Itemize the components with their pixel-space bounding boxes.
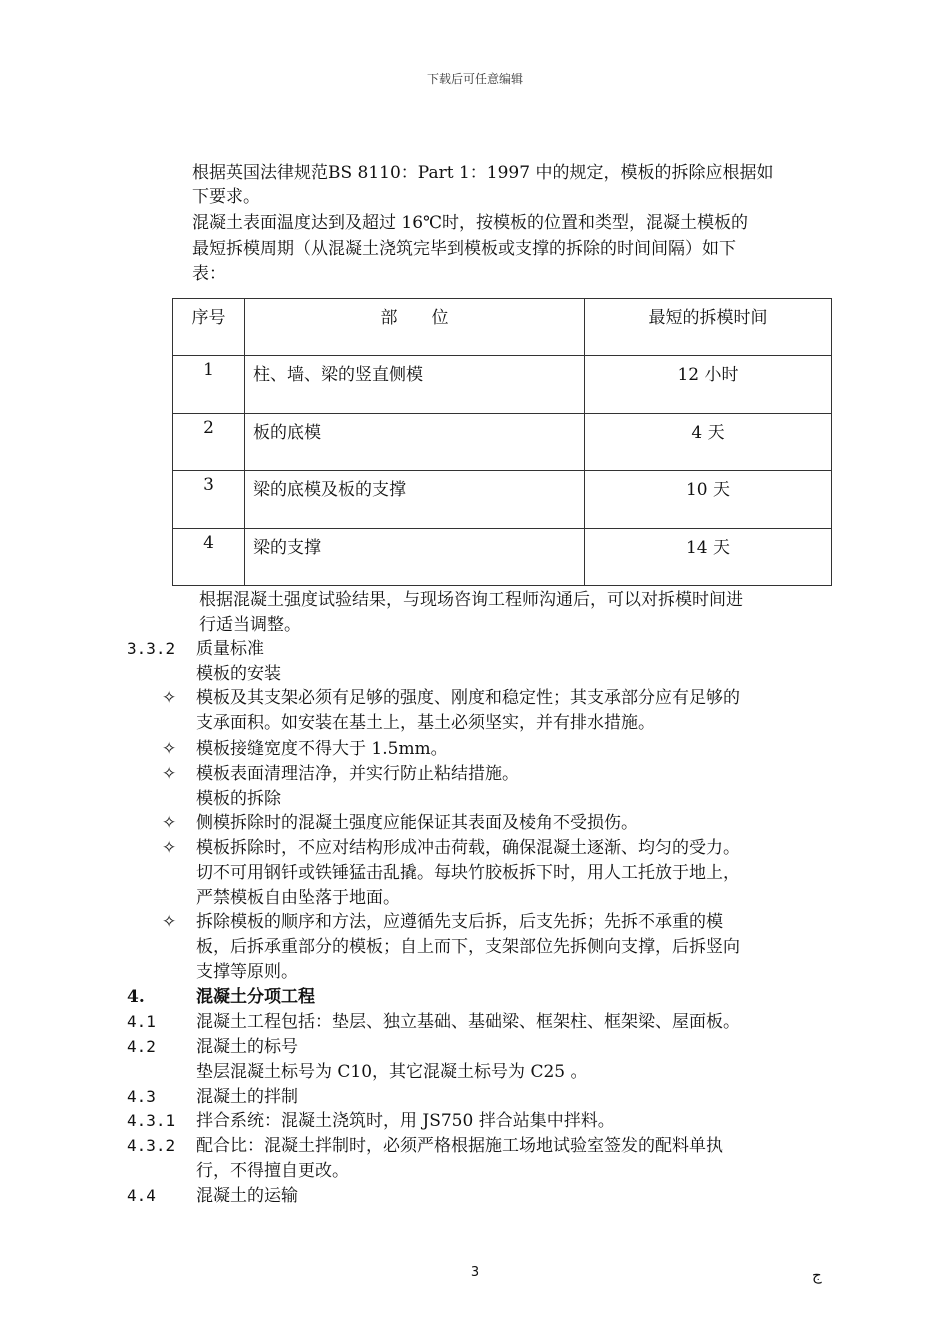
bullet-icon: ✧: [162, 912, 177, 932]
paragraph: 拌合系统：混凝土浇筑时，用 JS750 拌合站集中拌料。: [196, 1111, 615, 1131]
section-number: 4.3.2: [127, 1136, 176, 1155]
table-cell: 10 天: [585, 471, 832, 528]
table-header-cell: 部 位: [245, 299, 585, 356]
intro-line-5: 表：: [192, 264, 226, 284]
intro-line-2: 下要求。: [192, 187, 260, 207]
list-item-continued: 切不可用钢钎或铁锤猛击乱撬。每块竹胶板拆下时，用人工托放于地上，: [196, 863, 740, 883]
table-cell: 4 天: [585, 413, 832, 470]
table-cell: 1: [173, 356, 245, 413]
section-title: 混凝土的拌制: [196, 1087, 298, 1107]
after-table-line-1: 根据混凝土强度试验结果，与现场咨询工程师沟通后，可以对拆模时间进: [199, 590, 743, 610]
bullet-icon: ✧: [162, 813, 177, 833]
section-number: 4.3.1: [127, 1111, 176, 1130]
table-header-cell: 最短的拆模时间: [585, 299, 832, 356]
table-cell: 梁的支撑: [245, 528, 585, 585]
footer-mark: ج: [812, 1266, 822, 1284]
page-number: 3: [470, 1265, 480, 1280]
table-row: [173, 471, 832, 528]
intro-line-1: 根据英国法律规范BS 8110：Part 1：1997 中的规定，模板的拆除应根据如: [192, 163, 774, 183]
section-number: 4.3: [127, 1087, 156, 1106]
bullet-icon: ✧: [162, 688, 177, 708]
paragraph: 混凝土工程包括：垫层、独立基础、基础梁、框架柱、框架梁、屋面板。: [196, 1012, 740, 1032]
paragraph: 垫层混凝土标号为 C10，其它混凝土标号为 C25 。: [196, 1062, 588, 1082]
list-item: 模板拆除时，不应对结构形成冲击荷载，确保混凝土逐渐、均匀的受力。: [196, 838, 740, 858]
list-item-continued: 严禁模板自由坠落于地面。: [196, 888, 400, 908]
bullet-icon: ✧: [162, 739, 177, 759]
section-number: 4.2: [127, 1037, 156, 1056]
table-cell: 12 小时: [585, 356, 832, 413]
bullet-icon: ✧: [162, 838, 177, 858]
table-row: [173, 528, 832, 585]
list-item: 模板表面清理洁净，并实行防止粘结措施。: [196, 764, 519, 784]
section-number: 4.4: [127, 1186, 156, 1205]
table-cell: 板的底模: [245, 413, 585, 470]
table-row: [173, 356, 832, 413]
list-item: 拆除模板的顺序和方法，应遵循先支后拆，后支先拆；先拆不承重的模: [196, 912, 723, 932]
section-number: 4.1: [127, 1012, 156, 1031]
section-title: 质量标准: [196, 639, 264, 659]
section-number: 4.: [127, 987, 145, 1007]
formwork-removal-table: [172, 298, 832, 586]
subsection-title: 模板的拆除: [196, 789, 281, 809]
list-item-continued: 支承面积。如安装在基土上，基土必须坚实，并有排水措施。: [196, 713, 655, 733]
bullet-icon: ✧: [162, 764, 177, 784]
list-item: 模板及其支架必须有足够的强度、刚度和稳定性；其支承部分应有足够的: [196, 688, 740, 708]
list-item-continued: 支撑等原则。: [196, 962, 298, 982]
paragraph-continued: 行，不得擅自更改。: [196, 1161, 349, 1181]
intro-line-4: 最短拆模周期（从混凝土浇筑完毕到模板或支撑的拆除的时间间隔）如下: [192, 239, 736, 259]
table-cell: 柱、墙、梁的竖直侧模: [245, 356, 585, 413]
table-cell: 3: [173, 471, 245, 528]
table-header-row: [173, 299, 832, 356]
paragraph: 配合比：混凝土拌制时，必须严格根据施工场地试验室签发的配料单执: [196, 1136, 723, 1156]
section-title: 混凝土的标号: [196, 1037, 298, 1057]
list-item: 模板接缝宽度不得大于 1.5mm。: [196, 739, 448, 759]
subsection-title: 模板的安装: [196, 664, 281, 684]
table-row: [173, 413, 832, 470]
table-cell: 14 天: [585, 528, 832, 585]
page-header: 下载后可任意编辑: [426, 72, 523, 86]
table-cell: 梁的底模及板的支撑: [245, 471, 585, 528]
after-table-line-2: 行适当调整。: [199, 615, 301, 635]
table-header-cell: 序号: [173, 299, 245, 356]
list-item: 侧模拆除时的混凝土强度应能保证其表面及棱角不受损伤。: [196, 813, 638, 833]
section-title: 混凝土的运输: [196, 1186, 298, 1206]
section-title: 混凝土分项工程: [196, 987, 315, 1007]
table-cell: 4: [173, 528, 245, 585]
list-item-continued: 板，后拆承重部分的模板；自上而下，支架部位先拆侧向支撑，后拆竖向: [196, 937, 740, 957]
intro-line-3: 混凝土表面温度达到及超过 16℃时，按模板的位置和类型，混凝土模板的: [192, 213, 749, 233]
section-number: 3.3.2: [127, 639, 176, 658]
table-cell: 2: [173, 413, 245, 470]
